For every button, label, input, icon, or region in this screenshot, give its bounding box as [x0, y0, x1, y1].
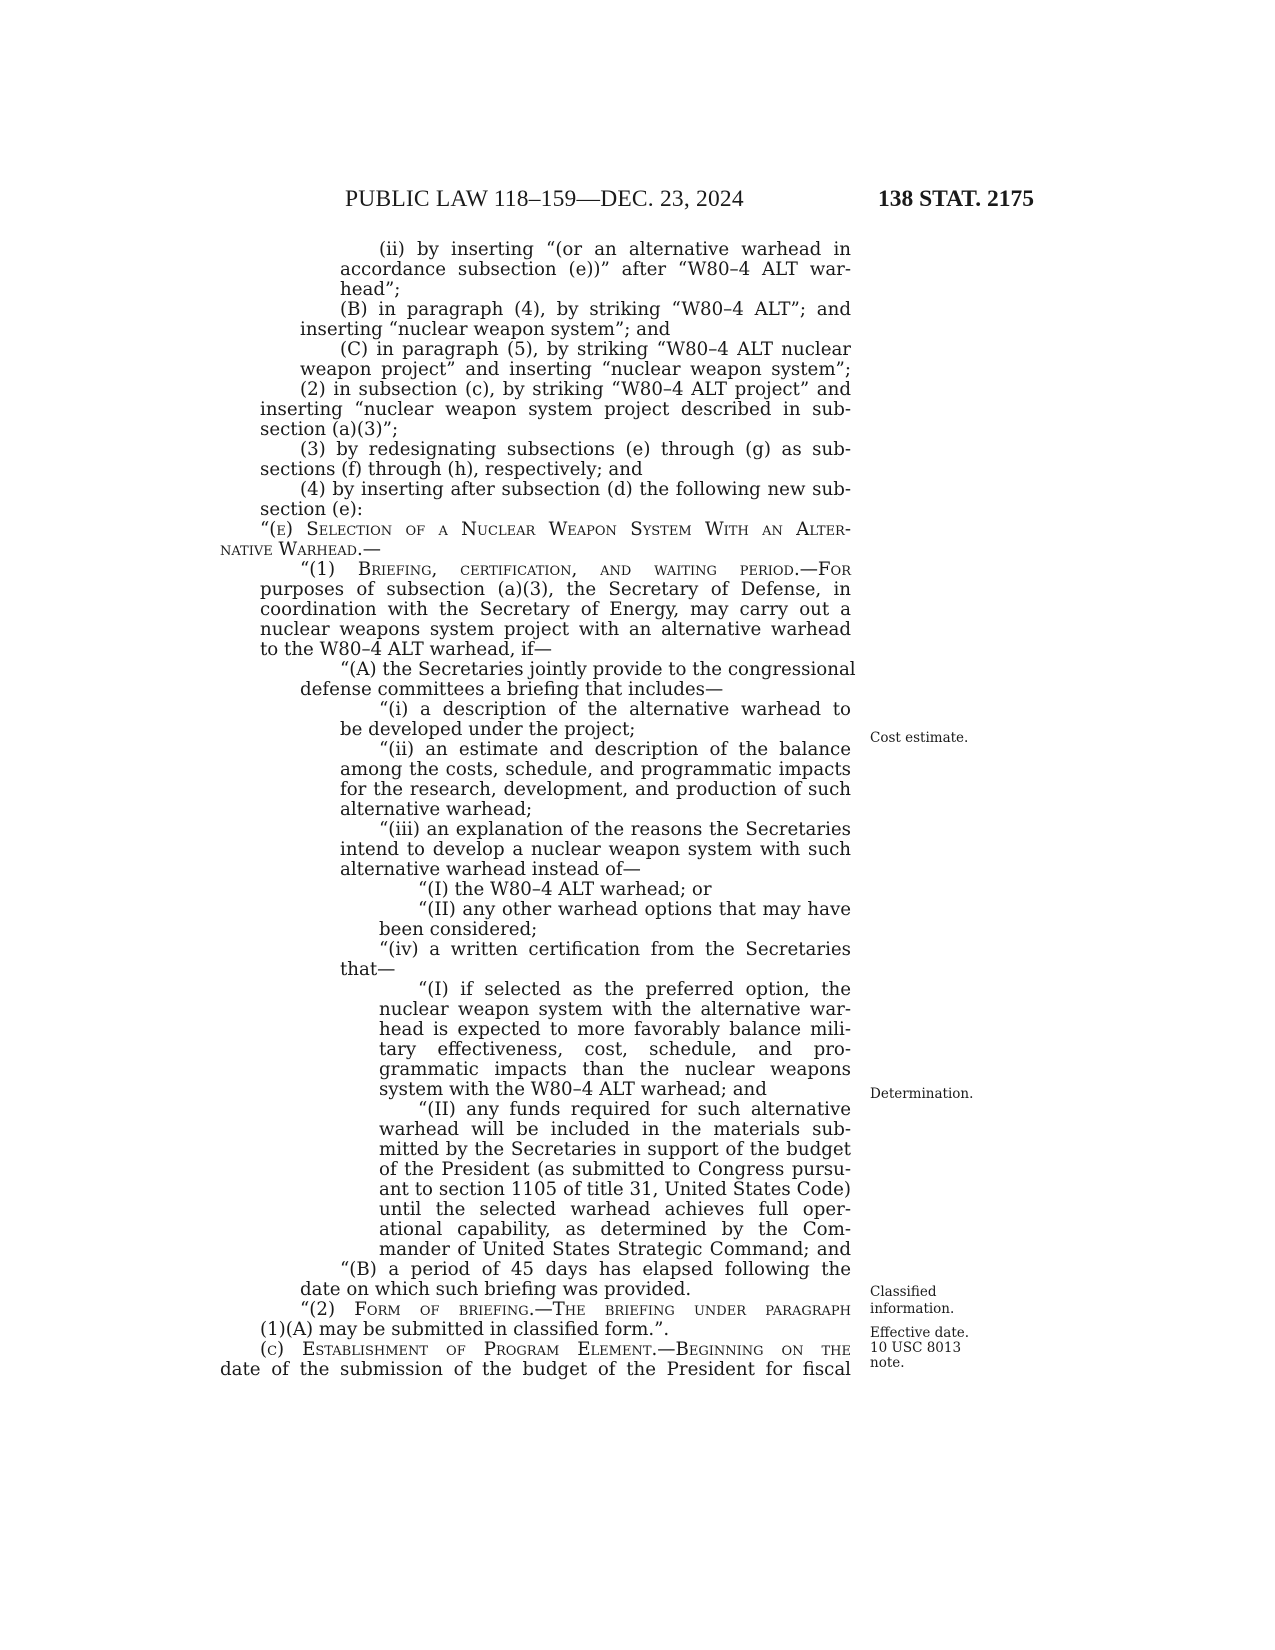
text-line: date on which such briefing was provided. — [300, 1279, 692, 1300]
text-line: been considered; — [379, 919, 538, 940]
text-line: be developed under the project; — [340, 719, 636, 740]
text-line: (4) by inserting after subsection (d) the following new sub- — [300, 479, 851, 500]
text-line: nuclear weapon system with the alternative war- — [379, 999, 851, 1020]
text-line: “(i) a description of the alternative warhead to — [379, 699, 851, 720]
page-number-stat: 138 STAT. 2175 — [877, 186, 1034, 212]
text-line: nuclear weapons system project with an alternative warhead — [260, 619, 851, 640]
text-line: (C) in paragraph (5), by striking “W80–4 ALT nuclear — [340, 339, 851, 360]
paragraph-heading-line: “(2) Form of briefing.—The briefing under paragraph — [300, 1299, 851, 1320]
text-line: tary effectiveness, cost, schedule, and pro- — [379, 1039, 851, 1060]
text-line: defense committees a briefing that includes— — [300, 679, 724, 700]
text-line: inserting “nuclear weapon system project described in sub- — [260, 399, 851, 420]
text-line: section (e): — [260, 499, 363, 520]
text-line: purposes of subsection (a)(3), the Secretary of Defense, in — [260, 579, 851, 600]
text-line: that— — [340, 959, 396, 980]
text-line: “(B) a period of 45 days has elapsed following the — [340, 1259, 851, 1280]
text-line: “(A) the Secretaries jointly provide to the congressional — [340, 659, 856, 680]
text-line: “(I) if selected as the preferred option, the — [418, 979, 851, 1000]
text-line: (3) by redesignating subsections (e) through (g) as sub- — [300, 439, 851, 460]
running-head-title: PUBLIC LAW 118–159—DEC. 23, 2024 — [345, 186, 744, 212]
text-line: “(II) any other warhead options that may have — [418, 899, 851, 920]
text-line: intend to develop a nuclear weapon system with such — [340, 839, 851, 860]
text-line: to the W80–4 ALT warhead, if— — [260, 639, 552, 660]
margin-note-determination: Determination. — [870, 1086, 974, 1102]
subsection-heading-line: native Warhead.— — [220, 539, 381, 560]
text-line: warhead will be included in the materials sub- — [379, 1119, 851, 1140]
text-line: among the costs, schedule, and programmatic impacts — [340, 759, 851, 780]
margin-note-classified: information. — [870, 1301, 955, 1317]
text-line: date of the submission of the budget of the President for fiscal — [220, 1359, 851, 1380]
margin-note-effective-date: Effective date. — [870, 1325, 970, 1341]
text-line: weapon project” and inserting “nuclear weapon system”; — [300, 359, 851, 380]
text-line: coordination with the Secretary of Energy, may carry out a — [260, 599, 851, 620]
text-line: head”; — [340, 279, 401, 300]
paragraph-heading-line: “(1) Briefing, certification, and waiting period.—For — [300, 559, 851, 580]
margin-note-cost-estimate: Cost estimate. — [870, 730, 969, 746]
text-line: (1)(A) may be submitted in classified form.”. — [260, 1319, 670, 1340]
text-line: grammatic impacts than the nuclear weapons — [379, 1059, 851, 1080]
text-line: “(iv) a written certification from the Secretaries — [379, 939, 851, 960]
margin-note-usc-citation: 10 USC 8013 — [870, 1340, 962, 1356]
text-line: “(ii) an estimate and description of the balance — [379, 739, 851, 760]
text-line: inserting “nuclear weapon system”; and — [300, 319, 671, 340]
text-line: alternative warhead instead of— — [340, 859, 641, 880]
text-line: alternative warhead; — [340, 799, 533, 820]
text-line: head is expected to more favorably balance mili- — [379, 1019, 851, 1040]
text-line: accordance subsection (e))” after “W80–4 ALT war- — [340, 259, 851, 280]
text-line: ational capability, as determined by the Com- — [379, 1219, 851, 1240]
margin-note-usc-citation: note. — [870, 1355, 905, 1371]
text-line: mitted by the Secretaries in support of the budget — [379, 1139, 851, 1160]
subsection-heading-line: (c) Establishment of Program Element.—Beginning on the — [260, 1339, 851, 1360]
text-line: section (a)(3)”; — [260, 419, 399, 440]
text-line: mander of United States Strategic Command; and — [379, 1239, 851, 1260]
text-line: “(I) the W80–4 ALT warhead; or — [418, 879, 712, 900]
subsection-heading-line: “(e) Selection of a Nuclear Weapon System With an Alter- — [260, 519, 851, 540]
text-line: (ii) by inserting “(or an alternative warhead in — [379, 239, 851, 260]
text-line: “(II) any funds required for such alternative — [418, 1099, 851, 1120]
margin-note-classified: Classified — [870, 1284, 937, 1300]
text-line: ant to section 1105 of title 31, United States Code) — [379, 1179, 851, 1200]
text-line: for the research, development, and production of such — [340, 779, 851, 800]
page-header — [0, 186, 1275, 222]
text-line: sections (f) through (h), respectively; and — [260, 459, 643, 480]
text-line: system with the W80–4 ALT warhead; and — [379, 1079, 767, 1100]
text-line: (2) in subsection (c), by striking “W80–4 ALT project” and — [300, 379, 851, 400]
text-line: (B) in paragraph (4), by striking “W80–4 ALT”; and — [340, 299, 851, 320]
text-line: until the selected warhead achieves full oper- — [379, 1199, 851, 1220]
text-line: of the President (as submitted to Congress pursu- — [379, 1159, 851, 1180]
text-line: “(iii) an explanation of the reasons the Secretaries — [379, 819, 851, 840]
